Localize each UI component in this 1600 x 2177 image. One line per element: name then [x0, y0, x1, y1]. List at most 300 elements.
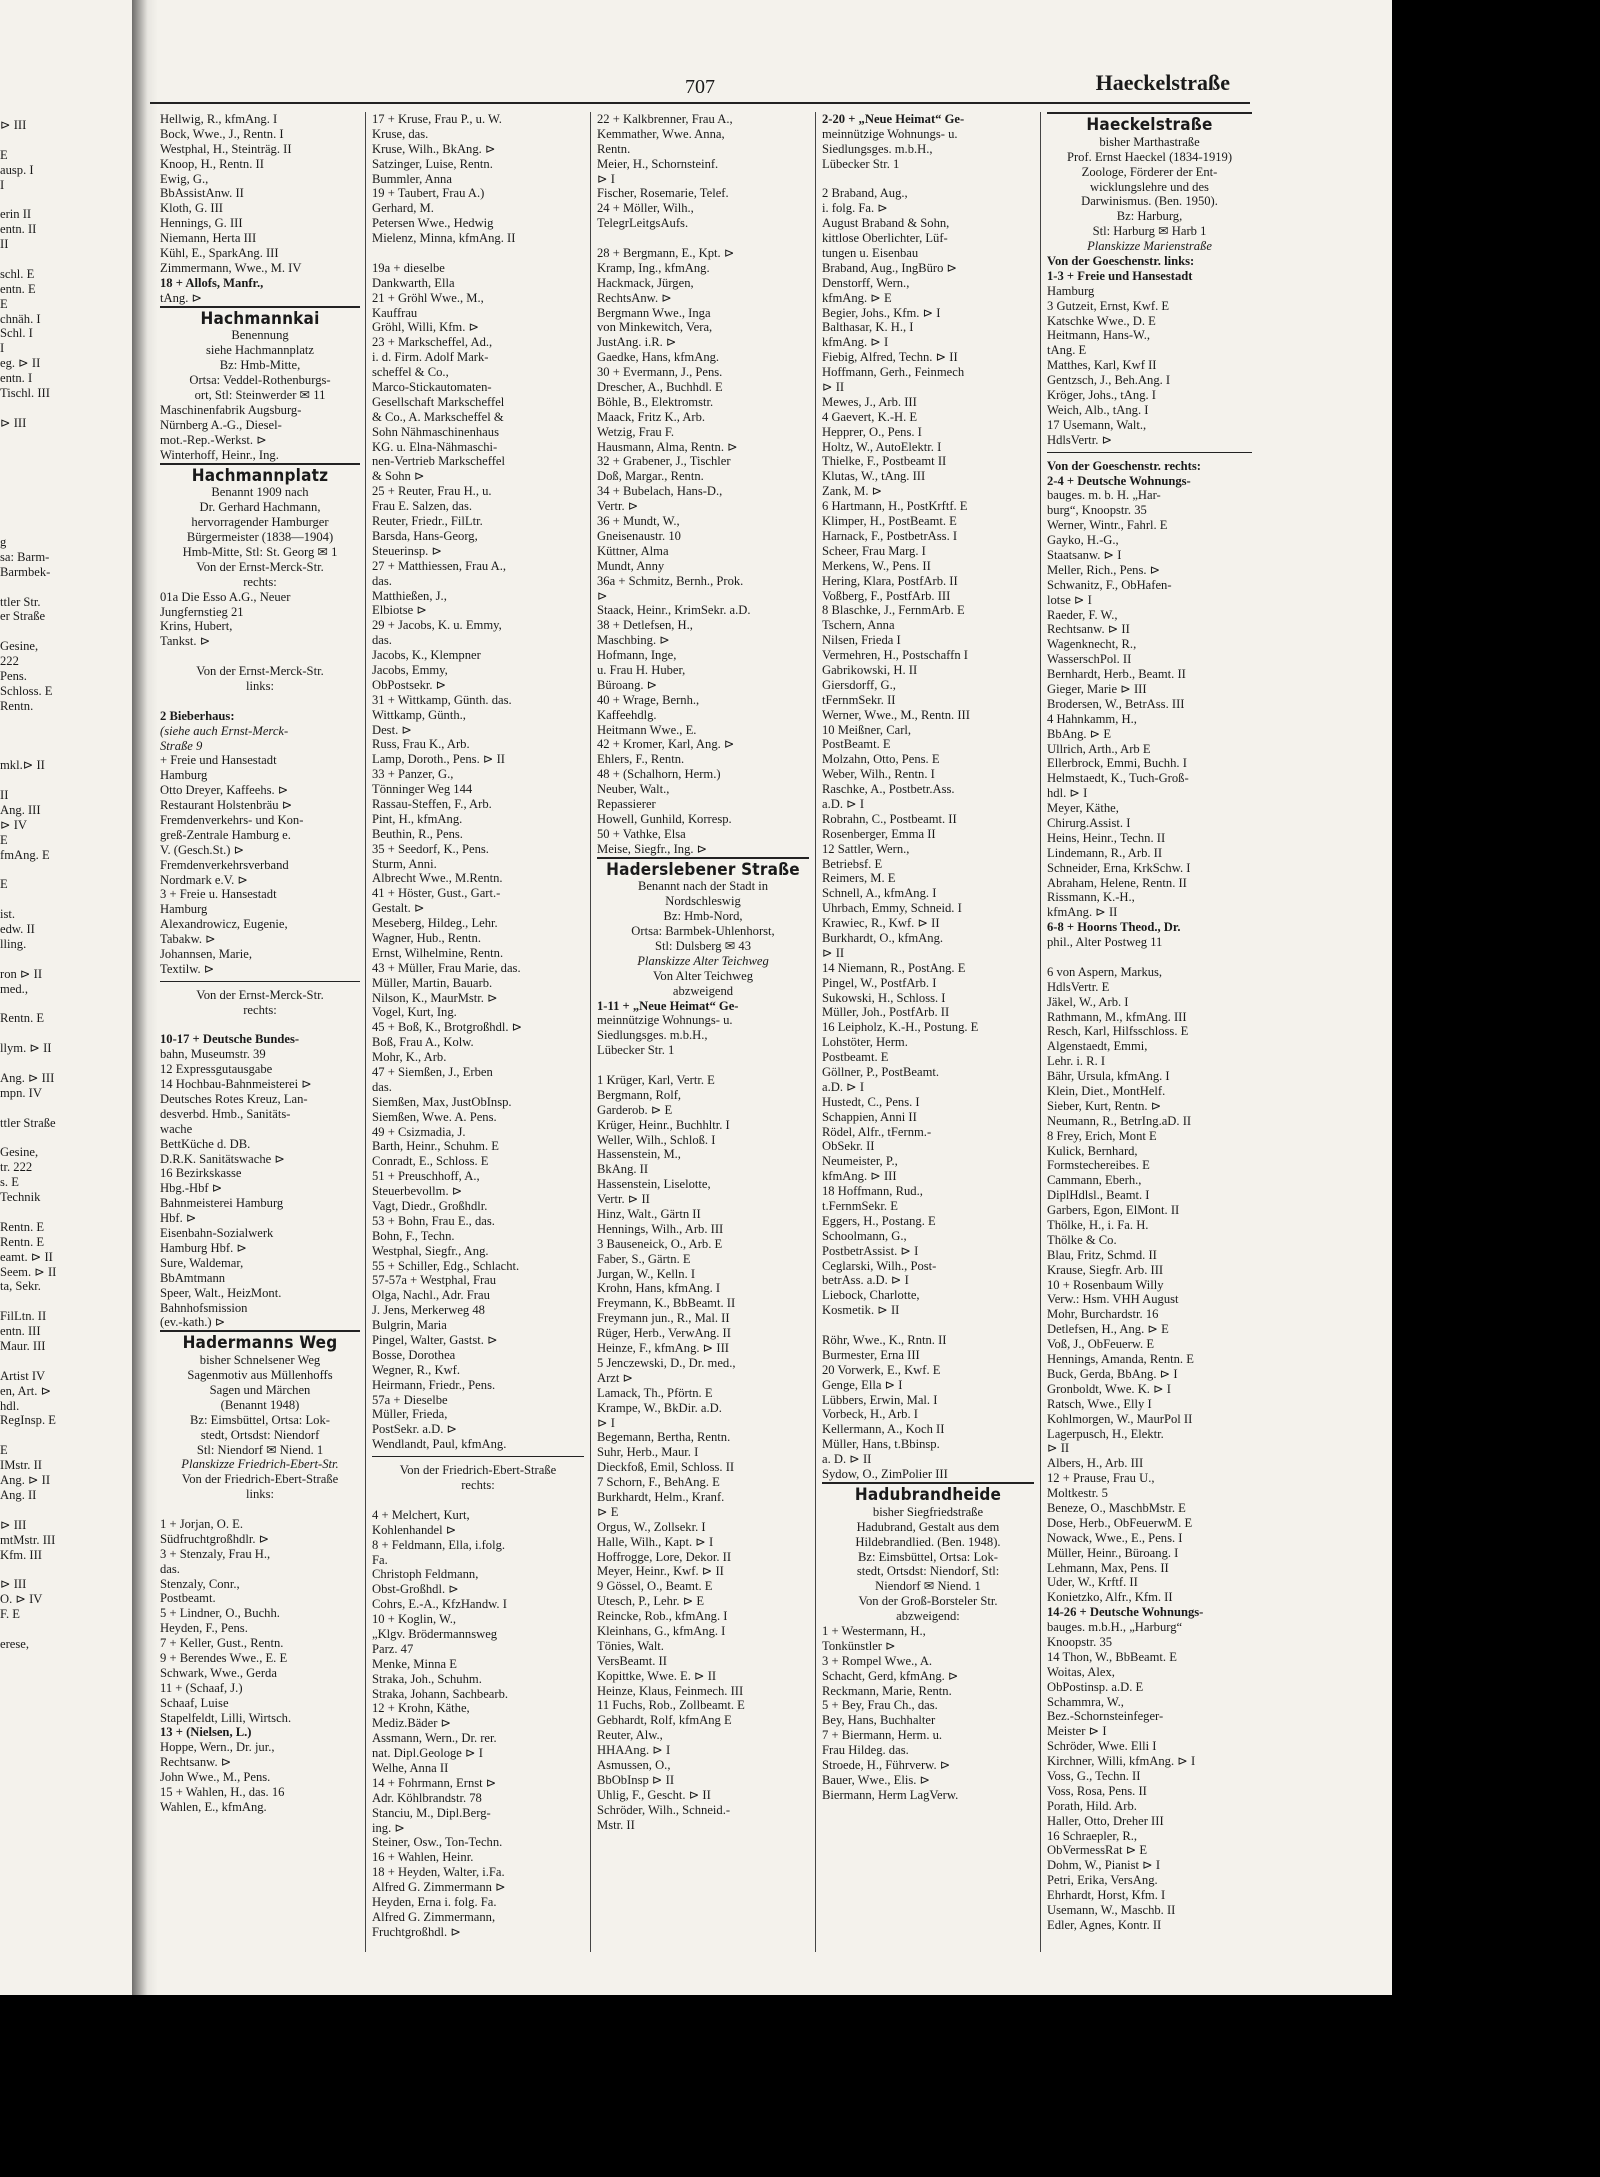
left-page-fragment: E [0, 147, 8, 162]
street-heading: Hadubrandheide [822, 1482, 1034, 1505]
directory-entry: Westphal, H., Steinträg. II [160, 141, 292, 156]
directory-entry: Dankwarth, Ella [372, 275, 455, 290]
directory-entry: Küttner, Alma [597, 543, 669, 558]
left-page-fragment: ⊳ IV [0, 817, 27, 832]
directory-entry: Wittkamp, Günth., [372, 707, 466, 722]
street-description: Stl: Harburg ✉ Harb 1 [1092, 224, 1207, 239]
directory-entry: 16 Leipholz, K.-H., Postung. E [822, 1020, 979, 1035]
directory-entry: Schneider, Erna, KrkSchw. I [1047, 860, 1191, 875]
directory-entry: Asmussen, O., [597, 1757, 671, 1772]
directory-entry: Garderob. ⊳ E [597, 1102, 673, 1117]
directory-entry: Bez.-Schornsteinfeger- [1047, 1709, 1164, 1724]
directory-entry: Bahnmeisterei Hamburg [160, 1196, 284, 1211]
directory-entry: Freymann, K., BbBeamt. II [597, 1296, 736, 1311]
directory-entry: Klimper, H., PostBeamt. E [822, 514, 957, 529]
street-description: Sagenmotiv aus Müllenhoffs [187, 1368, 333, 1383]
directory-note: (siehe auch Ernst-Merck- [160, 723, 289, 738]
left-page-fragment [0, 997, 140, 1012]
directory-entry: Ratsch, Wwe., Elly I [1047, 1396, 1152, 1411]
house-number-entry: 1-11 + „Neue Heimat“ Ge- [597, 998, 739, 1013]
directory-entry: Winterhoff, Heinr., Ing. [160, 447, 279, 462]
directory-entry: Steuerbevollm. ⊳ [372, 1184, 463, 1199]
street-description: Bz: Eimsbüttel, Ortsa: Lok- [858, 1549, 998, 1564]
directory-entry: Neumann, R., BetrIng.aD. II [1047, 1113, 1192, 1128]
street-description: Bz: Hmb-Nord, [663, 909, 743, 924]
directory-entry: Weber, Wilh., Rentn. I [822, 767, 935, 782]
directory-entry: ObPostsekr. ⊳ [372, 677, 447, 692]
directory-entry: Vertr. ⊳ [597, 499, 639, 514]
directory-entry: 14 Thon, W., BbBeamt. E [1047, 1649, 1177, 1664]
street-description: Benennung [231, 328, 289, 343]
directory-entry: Beuthin, R., Pens. [372, 826, 463, 841]
left-page-fragment [0, 505, 140, 520]
directory-entry: 14 Hochbau-Bahnmeisterei ⊳ [160, 1077, 312, 1092]
directory-entry: Werner, Wwe., M., Rentn. III [822, 707, 970, 722]
left-page-fragment [0, 624, 140, 639]
directory-entry: Hustedt, C., Pens. I [822, 1094, 920, 1109]
directory-entry: Elbiotse ⊳ [372, 603, 427, 618]
directory-entry: Petri, Erika, VersAng. [1047, 1873, 1158, 1888]
directory-entry: Rentn. [597, 141, 631, 156]
directory-entry: Uder, W., Krftf. II [1047, 1575, 1138, 1590]
running-head: Haeckelstraße [1095, 70, 1230, 95]
directory-entry: betrAss. a.D. ⊳ I [822, 1273, 909, 1288]
directory-entry: Frau E. Salzen, das. [372, 499, 473, 514]
directory-entry [160, 1502, 360, 1517]
left-page-fragment [0, 952, 140, 967]
directory-entry: Müller, Heinr., Büroang. I [1047, 1545, 1179, 1560]
directory-entry: Drescher, A., Buchhdl. E [597, 380, 723, 395]
house-number-entry: 18 + Allofs, Manfr., [160, 275, 264, 290]
directory-entry: Meise, Siegfr., Ing. ⊳ [597, 841, 708, 856]
left-page-fragment [0, 431, 140, 446]
street-description: Benannt nach der Stadt in [637, 879, 769, 894]
directory-entry: 1 + Jorjan, O. E. [160, 1516, 244, 1531]
directory-entry: Kopittke, Wwe. E. ⊳ II [597, 1668, 717, 1683]
directory-entry: bauges. m. b. H. „Har- [1047, 488, 1161, 503]
directory-entry: meinnützige Wohnungs- u. [822, 126, 958, 141]
street-description: siehe Hachmannplatz [205, 343, 315, 358]
directory-entry: tungen u. Eisenbau [822, 246, 919, 261]
street-description: Zoologe, Förderer der Ent- [1081, 164, 1218, 179]
directory-entry: Maack, Fritz K., Arb. [597, 409, 706, 424]
directory-entry: 19a + dieselbe [372, 260, 445, 275]
left-page-fragment [0, 1503, 140, 1518]
directory-entry: HHAAng. ⊳ I [597, 1743, 671, 1758]
directory-entry: Krohn, Hans, kfmAng. I [597, 1281, 721, 1296]
directory-entry: Lohstöter, Herm. [822, 1035, 908, 1050]
directory-entry: Vogel, Kurt, Ing. [372, 1005, 457, 1020]
directory-entry: Restaurant Holstenbräu ⊳ [160, 798, 293, 813]
left-page-fragment: RegInsp. E [0, 1413, 56, 1428]
directory-entry: Merkens, W., Pens. II [822, 558, 931, 573]
directory-entry: Schröder, Wilh., Schneid.- [597, 1802, 731, 1817]
directory-entry: Postbeamt. E [822, 1050, 889, 1065]
directory-entry: Burkhardt, O., kfmAng. [822, 930, 944, 945]
directory-entry: Liebock, Charlotte, [822, 1288, 920, 1303]
directory-entry: 31 + Wittkamp, Günth. das. [372, 692, 512, 707]
directory-entry: das. [372, 573, 392, 588]
directory-entry: Böhle, B., Elektromstr. [597, 394, 714, 409]
directory-entry: Lübecker Str. 1 [597, 1043, 675, 1058]
directory-entry: D.R.K. Sanitätswache ⊳ [160, 1151, 285, 1166]
directory-entry: 8 Frey, Erich, Mont E [1047, 1128, 1157, 1143]
directory-entry: 5 Jenczewski, D., Dr. med., [597, 1355, 736, 1370]
directory-entry: Rissmann, K.-H., [1047, 890, 1135, 905]
directory-entry: Speer, Walt., HeizMont. [160, 1285, 282, 1300]
directory-entry: 17 Usemann, Walt., [1047, 417, 1147, 432]
directory-entry: Rechtsanw. ⊳ [160, 1755, 232, 1770]
left-page-fragment: Gesine, [0, 1145, 39, 1160]
directory-entry: Ehrhardt, Horst, Kfm. I [1047, 1888, 1166, 1903]
directory-entry: Voss, Rosa, Pens. II [1047, 1783, 1147, 1798]
directory-entry: Boß, Frau A., Kolw. [372, 1035, 474, 1050]
directory-entry: Eggers, H., Postang. E [822, 1213, 936, 1228]
directory-entry: Petersen Wwe., Hedwig [372, 216, 494, 231]
left-page-fragment: entn. II [0, 222, 37, 237]
directory-entry: Howell, Gunhild, Korresp. [597, 811, 732, 826]
directory-entry: Siemßen, Max, JustObInsp. [372, 1094, 512, 1109]
street-description: hervorragender Hamburger [191, 515, 329, 530]
left-page-fragment: Ang. ⊳ III [0, 1071, 55, 1085]
directory-entry: Mundt, Anny [597, 558, 665, 573]
directory-entry: 16 Bezirkskasse [160, 1166, 242, 1181]
directory-entry: Ewig, G., [160, 171, 209, 186]
street-description: Von der Friedrich-Ebert-Straße [181, 1472, 339, 1487]
street-description: links: [246, 678, 274, 693]
directory-entry [160, 694, 360, 709]
directory-entry: Hbf. ⊳ [160, 1211, 197, 1226]
directory-entry [372, 246, 584, 261]
directory-entry: 23 + Markscheffel, Ad., [372, 335, 493, 350]
directory-entry: Kosmetik. ⊳ II [822, 1303, 900, 1318]
directory-entry: desverbd. Hmb., Sanitäts- [160, 1106, 291, 1121]
directory-entry: 29 + Jacobs, K. u. Emmy, [372, 618, 502, 633]
directory-entry: Jäkel, W., Arb. I [1047, 994, 1129, 1009]
left-page-fragment: entn. E [0, 281, 36, 296]
street-description: Nordschleswig [665, 894, 741, 909]
left-page-fragment: schl. E [0, 266, 35, 281]
directory-entry: u. Frau H. Huber, [597, 662, 686, 677]
left-page-fragment [0, 192, 140, 207]
street-description: Hmb-Mitte, Stl: St. Georg ✉ 1 [182, 544, 338, 559]
directory-entry: Hinz, Walt., Gärtn II [597, 1207, 701, 1222]
left-page-fragment: entn. III [0, 1324, 41, 1339]
directory-entry: HdlsVertr. ⊳ [1047, 432, 1113, 447]
directory-entry: Menke, Minna E [372, 1656, 457, 1671]
directory-entry: Hbg.-Hbf ⊳ [160, 1181, 223, 1196]
left-page-fragment: sa: Barm- [0, 549, 50, 564]
directory-entry [597, 1058, 809, 1073]
directory-entry: Reincke, Rob., kfmAng. I [597, 1609, 728, 1624]
directory-entry: 33 + Panzer, G., [372, 767, 454, 782]
directory-entry: Schnell, A., kfmAng. I [822, 886, 937, 901]
directory-entry: Bosse, Dorothea [372, 1347, 456, 1362]
left-page-fragment [0, 446, 140, 461]
directory-entry: Lehr. i. R. I [1047, 1054, 1106, 1069]
directory-entry: Tschern, Anna [822, 618, 895, 633]
left-page-fragment: Rentn. E [0, 1234, 45, 1249]
directory-entry: Mohr, K., Arb. [372, 1050, 447, 1065]
directory-entry: Obst-Großhdl. ⊳ [372, 1582, 459, 1597]
directory-entry: 5 + Lindner, O., Buchh. [160, 1606, 280, 1621]
column-1 [160, 112, 360, 1815]
directory-entry: Molzahn, Otto, Pens. E [822, 752, 940, 767]
directory-entry: Nilson, K., MaurMstr. ⊳ [372, 990, 498, 1005]
directory-entry: Lagerpusch, H., Elektr. [1047, 1426, 1164, 1441]
directory-entry: 7 Schorn, F., BehAng. E [597, 1475, 720, 1490]
directory-entry: Stenzaly, Conr., [160, 1576, 240, 1591]
directory-entry: HdlsVertr. E [1047, 979, 1110, 994]
directory-entry: Wendlandt, Paul, kfmAng. [372, 1437, 507, 1452]
directory-entry: Denstorff, Wern., [822, 275, 910, 290]
left-page-fragment: Rentn. E [0, 1219, 45, 1234]
directory-entry: Gerhard, M. [372, 201, 434, 216]
left-page-fragment [0, 401, 140, 416]
street-description: stedt, Ortsdst: Niendorf [200, 1427, 320, 1442]
directory-entry: Müller, Frieda, [372, 1407, 448, 1422]
directory-entry: Mohr, Burchardstr. 16 [1047, 1307, 1159, 1322]
directory-entry: 3 + Freie u. Hansestadt [160, 887, 277, 902]
directory-entry: Repassierer [597, 796, 656, 811]
directory-entry: Hamburg [1047, 283, 1095, 298]
directory-entry: Mediz.Bäder ⊳ [372, 1716, 452, 1731]
directory-entry: Südfruchtgroßhdlr. ⊳ [160, 1531, 270, 1546]
directory-entry: 32 + Grabener, J., Tischler [597, 454, 731, 469]
directory-entry: 7 + Keller, Gust., Rentn. [160, 1636, 284, 1651]
directory-entry: 41 + Höster, Gust., Gart.- [372, 886, 501, 901]
left-page-fragment [0, 892, 140, 907]
directory-entry: Woitas, Alex, [1047, 1664, 1115, 1679]
directory-entry: 35 + Seedorf, K., Pens. [372, 841, 489, 856]
directory-entry: Fremdenverkehrs- und Kon- [160, 813, 304, 827]
directory-entry: Porath, Hild. Arb. [1047, 1798, 1137, 1813]
directory-entry: a.D. ⊳ I [822, 796, 865, 811]
directory-entry: Resch, Karl, Hilfsschloss. E [1047, 1024, 1189, 1039]
directory-entry: Frau Hildeg. das. [822, 1743, 909, 1758]
directory-entry: Utesch, P., Lehr. ⊳ E [597, 1594, 705, 1609]
directory-entry: Raschke, A., Postbetr.Ass. [822, 782, 955, 797]
directory-entry: hdl. ⊳ I [1047, 786, 1088, 801]
street-heading: Hadermanns Weg [160, 1330, 360, 1353]
directory-entry: Sohn Nähmaschinenhaus [372, 424, 499, 439]
directory-entry: Sturm, Anni. [372, 856, 437, 871]
directory-entry: Kohlenhandel ⊳ [372, 1522, 457, 1537]
left-page-fragment: tr. 222 [0, 1160, 33, 1175]
directory-entry: Fa. [372, 1552, 388, 1567]
directory-entry: Wahlen, E., kfmAng. [160, 1799, 267, 1814]
directory-entry: Hamburg [160, 768, 208, 783]
directory-entry: 12 + Krohn, Käthe, [372, 1701, 470, 1716]
left-page-fragment: E [0, 832, 8, 847]
directory-entry: Nilsen, Frieda I [822, 633, 901, 648]
left-page-fragment: mkl.⊳ II [0, 758, 45, 773]
section-divider [160, 981, 360, 988]
left-page-fragment: IMstr. II [0, 1458, 42, 1473]
directory-entry: 22 + Kalkbrenner, Frau A., [597, 112, 733, 126]
left-page-fragment: llym. ⊳ II [0, 1041, 52, 1056]
left-page-fragment: eg. ⊳ II [0, 356, 41, 371]
directory-entry: Rödel, Alfr., tFernm.- [822, 1124, 932, 1139]
directory-entry: Bummler, Anna [372, 171, 452, 186]
directory-entry: Schappien, Anni II [822, 1109, 917, 1124]
left-page-fragment: Schloss. E [0, 683, 53, 698]
directory-entry: Conradt, E., Schloss. E [372, 1154, 489, 1169]
directory-entry [160, 1018, 360, 1033]
house-number-entry: 1-3 + Freie und Hansestadt [1047, 268, 1193, 283]
directory-entry: Vagt, Diedr., Großhdlr. [372, 1199, 488, 1214]
directory-entry: kfmAng. ⊳ I [822, 335, 889, 350]
street-description: abzweigend [672, 983, 734, 998]
directory-entry: Vertr. ⊳ II [597, 1192, 650, 1207]
directory-entry: Westphal, Siegfr., Ang. [372, 1243, 489, 1258]
directory-entry: Gronboldt, Wwe. K. ⊳ I [1047, 1381, 1171, 1396]
directory-entry: Bohn, F., Techn. [372, 1228, 455, 1243]
directory-entry: kfmAng. ⊳ III [822, 1169, 897, 1184]
left-page-fragment: E [0, 877, 8, 892]
left-page-fragment: s. E [0, 1175, 19, 1190]
directory-entry: 14 Niemann, R., PostAng. E [822, 960, 966, 975]
left-page-fragment: O. ⊳ IV [0, 1592, 43, 1607]
directory-entry: Heitmann, Hans-W., [1047, 328, 1151, 343]
directory-entry: Meseberg, Hildeg., Lehr. [372, 916, 498, 931]
left-page-fragment: mtMstr. III [0, 1532, 56, 1547]
directory-entry: Genge, Ella ⊳ I [822, 1377, 903, 1392]
directory-entry: Nordmark e.V. ⊳ [160, 872, 248, 887]
directory-entry: Albers, H., Arb. III [1047, 1456, 1144, 1471]
street-description: rechts: [243, 1002, 277, 1017]
directory-entry: Raeder, F. W., [1047, 607, 1118, 622]
directory-entry: tAng. E [1047, 343, 1087, 358]
directory-entry: Straka, Johann, Sachbearb. [372, 1686, 509, 1701]
directory-entry: 30 + Evermann, J., Pens. [597, 365, 723, 380]
directory-entry: 10 + Koglin, W., [372, 1612, 457, 1627]
directory-entry: 11 Fuchs, Rob., Zollbeamt. E [597, 1698, 745, 1713]
left-page-fragment: ta, Sekr. [0, 1279, 41, 1294]
left-page-fragment: er Straße [0, 609, 46, 624]
directory-entry: Pint, H., kfmAng. [372, 811, 463, 826]
house-number-entry: 10-17 + Deutsche Bundes- [160, 1032, 300, 1047]
directory-entry: 1 Krüger, Karl, Vertr. E [597, 1073, 715, 1088]
left-page-fragment: F. E [0, 1607, 20, 1622]
street-description: Darwinismus. (Ben. 1950). [1081, 194, 1218, 209]
directory-entry: Heinze, F., kfmAng. ⊳ III [597, 1341, 729, 1356]
directory-entry: Kaffeehdlg. [597, 707, 657, 722]
directory-entry: ObPostinsp. a.D. E [1047, 1679, 1144, 1694]
directory-entry: Lamp, Doroth., Pens. ⊳ II [372, 752, 505, 767]
directory-entry: Hofmann, Inge, [597, 648, 677, 663]
street-description: Stl: Niendorf ✉ Niend. 1 [196, 1442, 324, 1457]
directory-entry: Rüger, Herb., VerwAng. II [597, 1326, 731, 1341]
column-divider [590, 112, 591, 1952]
directory-entry: Dohm, W., Pianist ⊳ I [1047, 1858, 1161, 1873]
directory-entry: Barsda, Hans-Georg, [372, 528, 478, 543]
street-description: (Benannt 1948) [220, 1397, 300, 1412]
directory-entry: Rassau-Steffen, F., Arb. [372, 796, 492, 811]
directory-entry: Meyer, Käthe, [1047, 801, 1119, 816]
left-page-fragment: lling. [0, 936, 27, 951]
directory-entry: mot.-Rep.-Werkst. ⊳ [160, 432, 267, 447]
directory-entry: Satzinger, Luise, Rentn. [372, 156, 493, 171]
column-3 [597, 112, 809, 1832]
directory-entry: + Freie und Hansestadt [160, 753, 277, 768]
left-page-fragment: ⊳ III [0, 1577, 27, 1592]
directory-entry: Abraham, Helene, Rentn. II [1047, 875, 1187, 890]
directory-entry: 48 + (Schalhorn, Herm.) [597, 767, 721, 782]
left-page-fragment [0, 1622, 140, 1637]
directory-entry: Staatsanw. ⊳ I [1047, 547, 1122, 562]
left-page-fragment [0, 1294, 140, 1309]
directory-entry: Beneze, O., MaschbMstr. E [1047, 1500, 1186, 1515]
directory-entry: J. Jens, Merkerweg 48 [372, 1303, 485, 1318]
street-description: bisher Marthastraße [1099, 134, 1200, 149]
directory-entry: ObSekr. II [822, 1139, 875, 1154]
directory-entry: Staack, Heinr., KrimSekr. a.D. [597, 603, 751, 618]
directory-entry: 57-57a + Westphal, Frau [372, 1273, 497, 1288]
directory-entry: Jurgan, W., Kelln. I [597, 1266, 696, 1281]
directory-entry: Hennings, Amanda, Rentn. E [1047, 1352, 1194, 1367]
left-page-fragment: entn. I [0, 371, 33, 386]
directory-entry: Lamack, Th., Pförtn. E [597, 1385, 713, 1400]
directory-entry: Ehlers, F., Rentn. [597, 752, 685, 767]
directory-entry: Lindemann, R., Arb. II [1047, 845, 1163, 860]
directory-entry: 5 + Bey, Frau Ch., das. [822, 1698, 938, 1713]
directory-entry: Weich, Alb., tAng. I [1047, 402, 1149, 417]
directory-entry: Ellerbrock, Emmi, Buchh. I [1047, 756, 1187, 771]
directory-entry: Bahnhofsmission [160, 1300, 248, 1315]
directory-entry: Fremdenverkehrsverband [160, 857, 289, 872]
directory-entry: Uhlig, F., Gescht. ⊳ II [597, 1787, 711, 1802]
page-number: 707 [685, 76, 715, 98]
directory-entry: i. folg. Fa. ⊳ [822, 201, 888, 216]
directory-entry: Alfred G. Zimmermann, [372, 1909, 496, 1924]
directory-entry: 12 Expressgutausgabe [160, 1062, 273, 1077]
left-page-fragment: en, Art. ⊳ [0, 1383, 52, 1398]
directory-entry: Burkhardt, Helm., Kranf. [597, 1489, 725, 1504]
plan-reference: Planskizze Friedrich-Ebert-Str. [181, 1457, 339, 1472]
directory-entry: 16 + Wahlen, Heinr. [372, 1850, 474, 1865]
directory-entry: Deutsches Rotes Kreuz, Lan- [160, 1092, 308, 1107]
directory-entry: Lübbers, Erwin, Mal. I [822, 1392, 938, 1407]
directory-entry: Scheer, Frau Marg. I [822, 543, 926, 558]
directory-entry: Hennings, G. III [160, 216, 243, 231]
directory-entry: 3 Bauseneick, O., Arb. E [597, 1236, 723, 1251]
street-description: Stl: Dulsberg ✉ 43 [654, 939, 752, 953]
directory-entry: Sieber, Kurt, Rentn. ⊳ [1047, 1098, 1162, 1113]
left-page-fragment [0, 580, 140, 595]
directory-entry: Begemann, Bertha, Rentn. [597, 1430, 731, 1445]
directory-entry: Holtz, W., AutoElektr. I [822, 439, 942, 454]
directory-entry: Gestalt. ⊳ [372, 901, 425, 916]
left-page-fragment: ist. [0, 907, 16, 922]
directory-entry: Brodersen, W., BetrAss. III [1047, 696, 1185, 711]
directory-entry: Doß, Margar., Rentn. [597, 469, 704, 484]
directory-entry: 4 Hahnkamm, H., [1047, 711, 1137, 726]
column-divider [1040, 112, 1041, 1952]
directory-entry: das. [372, 633, 392, 648]
directory-entry: Alfred G. Zimmermann ⊳ [372, 1880, 506, 1895]
directory-entry: Gaedke, Hans, kfmAng. [597, 350, 720, 365]
left-page-fragment [0, 1205, 140, 1220]
directory-entry: Barth, Heinr., Schuhm. E [372, 1139, 499, 1154]
directory-entry: Fruchtgroßhdl. ⊳ [372, 1924, 461, 1939]
left-page-fragment [0, 252, 140, 267]
directory-entry: Heitmann Wwe., E. [597, 722, 697, 737]
directory-entry: Kruse, Wilh., BkAng. ⊳ [372, 141, 496, 156]
directory-entry: ⊳ E [597, 1504, 619, 1519]
street-description: Ortsa: Veddel-Rothenburgs- [189, 373, 331, 388]
directory-entry: V. (Gesch.St.) ⊳ [160, 842, 245, 857]
